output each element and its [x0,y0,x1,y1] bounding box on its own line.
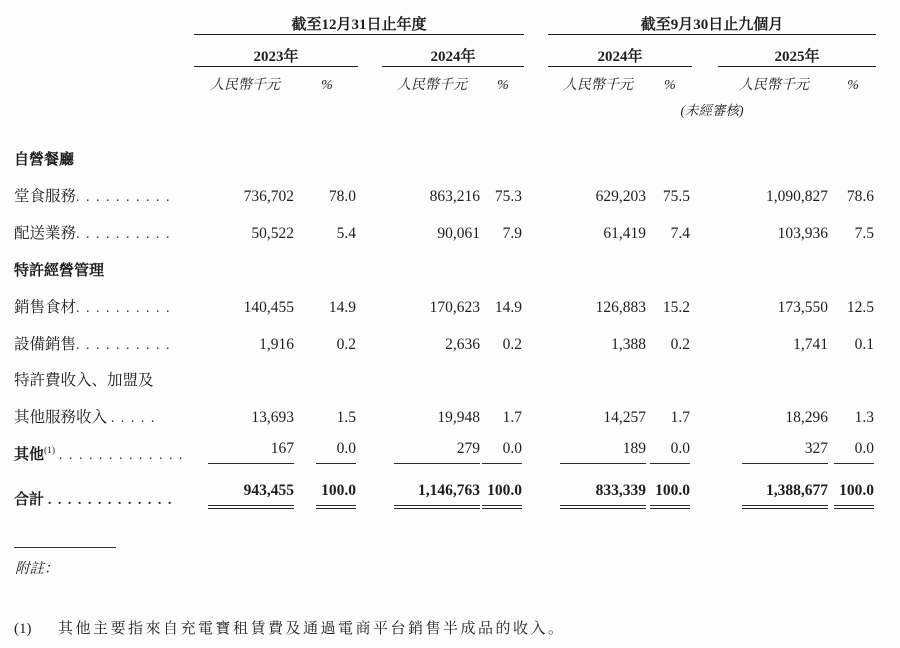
footnote-item-1 [14,617,900,638]
cell-value: 736,702 [243,188,294,205]
row-franchise-fee-line1 [14,354,876,390]
header-unaudited-note-row [14,94,876,119]
row-section-self-operated [14,119,876,169]
cell-value: 1,388 [611,336,647,353]
cell-percent: 75.5 [662,188,691,205]
cell-percent: 0.1 [854,336,875,353]
cell-total-value: 1,388,677 [742,482,828,509]
header-units [14,67,876,95]
row-label: 配送業務 [14,225,77,242]
dot-leader: . . . . . . . . . . . . . [58,448,184,463]
cell-value: 629,203 [595,188,647,205]
total-label: 合計 [14,491,45,508]
cell-value: 50,522 [251,225,294,242]
row-total [14,464,876,509]
cell-value: 279 [394,440,480,464]
unit-label: 人民幣千元 [563,78,634,93]
cell-percent: 75.3 [494,188,523,205]
row-label: 其他服務收入 [14,409,108,426]
row-food-ingredient-sales [14,280,876,317]
cell-percent: 78.0 [328,188,356,205]
period-group-nine-months: 截至9月30日止九個月 [548,6,876,35]
cell-percent: 14.9 [494,299,523,316]
year-2024-annual: 2024年 [382,35,524,67]
percent-label: % [847,78,859,93]
year-2024-ninemonth: 2024年 [548,35,692,67]
cell-percent: 0.0 [650,440,690,464]
cell-percent: 1.7 [670,409,691,426]
footnote-text: 其他主要指來自充電寶租賃費及通過電商平台銷售半成品的收入。 [58,621,566,637]
year-2025-ninemonth: 2025年 [718,35,876,67]
cell-value: 13,693 [251,409,294,426]
percent-label: % [664,78,676,93]
dot-leader: . . . . . . . . . . [76,227,172,242]
cell-value: 173,550 [777,299,829,316]
unaudited-note: (未經審核) [680,103,744,118]
section-label: 特許經營管理 [14,262,105,279]
row-dine-in-service [14,169,876,206]
cell-value: 1,090,827 [766,188,829,205]
unit-label: 人民幣千元 [397,78,467,93]
row-franchise-fee-line2-other-service-income [14,390,876,427]
cell-value: 1,916 [259,336,294,353]
cell-percent: 15.2 [662,299,691,316]
cell-percent: 0.2 [336,336,356,353]
row-label: 銷售食材 [14,299,77,316]
dot-leader: . . . . . [110,411,156,426]
cell-value: 14,257 [603,409,647,426]
cell-value: 19,948 [437,409,480,426]
section-label: 自營餐廳 [14,151,75,168]
cell-percent: 12.5 [846,299,875,316]
unit-label: 人民幣千元 [210,78,280,93]
cell-total-percent: 100.0 [650,482,690,509]
cell-total-percent: 100.0 [316,482,356,509]
cell-percent: 1.5 [336,409,356,426]
cell-percent: 7.9 [502,225,523,242]
footnotes-title: 附註： [15,561,59,577]
percent-label: % [321,78,333,93]
row-label: 特許費收入、加盟及 [14,372,154,389]
footnote-ref-1: (1) [44,445,56,456]
cell-percent: 7.4 [670,225,691,242]
cell-percent: 0.0 [482,440,522,464]
cell-percent: 5.4 [336,225,356,242]
cell-percent: 14.9 [328,299,356,316]
header-years [14,35,876,67]
row-label: 設備銷售 [14,336,77,353]
cell-value: 140,455 [243,299,294,316]
cell-value: 170,623 [429,299,480,316]
cell-percent: 0.2 [670,336,691,353]
unit-label: 人民幣千元 [739,78,810,93]
period-group-year-ended: 截至12月31日止年度 [194,6,524,35]
cell-value: 167 [208,440,294,464]
dot-leader: . . . . . . . . . . [76,190,172,205]
cell-percent: 1.3 [854,409,875,426]
cell-total-percent: 100.0 [482,482,522,509]
cell-value: 189 [560,440,646,464]
dot-leader: . . . . . . . . . . [76,301,172,316]
footnote-divider [14,547,116,548]
cell-value: 327 [742,440,828,464]
cell-value: 103,936 [777,225,829,242]
cell-value: 61,419 [603,225,647,242]
dot-leader: . . . . . . . . . . [76,338,172,353]
cell-total-percent: 100.0 [834,482,874,509]
cell-value: 90,061 [437,225,480,242]
cell-percent: 78.6 [846,188,875,205]
cell-total-value: 943,455 [208,482,294,509]
cell-total-value: 1,146,763 [394,482,480,509]
cell-total-value: 833,339 [560,482,646,509]
row-label: 堂食服務 [14,188,77,205]
year-2023: 2023年 [194,35,358,67]
row-others [14,427,876,464]
cell-percent: 0.0 [316,440,356,464]
cell-percent: 0.2 [502,336,523,353]
row-delivery-business [14,206,876,243]
cell-percent: 0.0 [834,440,874,464]
cell-percent: 7.5 [854,225,875,242]
cell-value: 863,216 [429,188,480,205]
revenue-breakdown-table [14,6,876,509]
footnote-marker: (1) [14,621,32,637]
percent-label: % [497,78,509,93]
dot-leader: . . . . . . . . . . . . . [47,493,173,508]
row-label: 其他 [14,446,45,463]
row-equipment-sales [14,317,876,354]
row-section-franchise-management [14,243,876,280]
cell-value: 126,883 [595,299,647,316]
cell-percent: 1.7 [502,409,523,426]
header-period-groups [14,6,876,35]
cell-value: 2,636 [445,336,480,353]
cell-value: 1,741 [793,336,829,353]
cell-value: 18,296 [785,409,829,426]
